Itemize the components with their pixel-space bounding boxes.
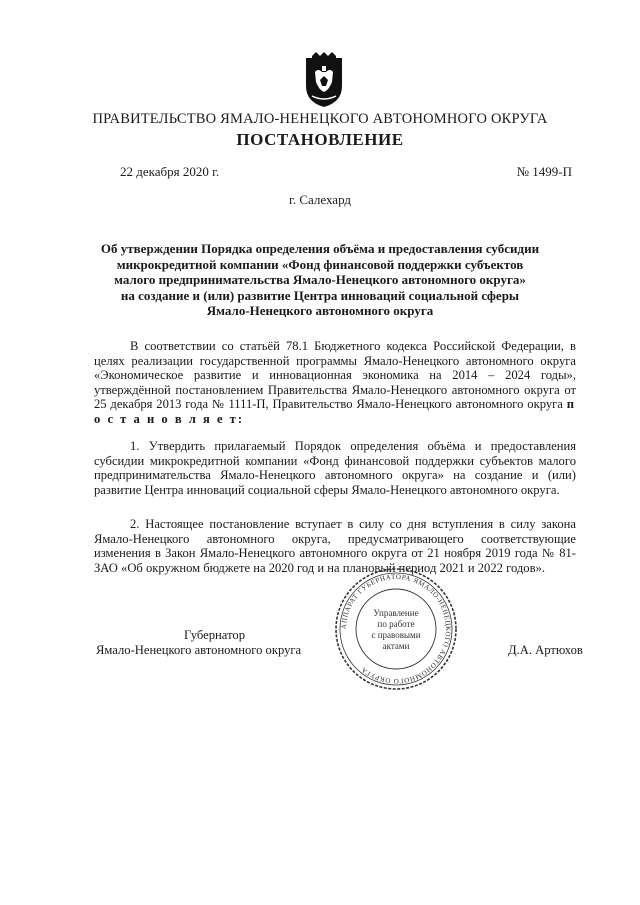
official-stamp [333, 566, 459, 692]
preamble-text: В соответствии со статьёй 78.1 Бюджетного кодекса Российской Федерации, в целях реализации государственной программы Ямало-Ненецкого автономного округа «Экономическое развитие и инновационная экономика на 2014 – 2024 годы», утверждённой постановлением Правительства Ямало-Ненецкого автономного округа от 25 декабря 2013 года № 1111-П, Правительство Ямало-Ненецкого автономного округа [94, 339, 576, 412]
stamp-center-line: по работе [377, 619, 415, 629]
signer-region: Ямало-Ненецкого автономного округа [96, 642, 302, 657]
document-type: ПОСТАНОВЛЕНИЕ [236, 130, 404, 149]
item-2-paragraph: 2. Настоящее постановление вступает в силу со дня вступления в силу закона Ямало-Ненецкого автономного округа, предусматривающего соответствующие изменения в Закон Ямало-Ненецкого автономного округа от 21 ноября 2019 года № 81-ЗАО «Об окружном бюджете на 2020 год и на плановый период 2021 и 2022 годов». [94, 517, 576, 575]
signer-name: Д.А. Артюхов [508, 643, 583, 657]
document-number: № 1499-П [516, 164, 572, 179]
stamp-center-line: Управление [373, 608, 419, 618]
title-line: малого предпринимательства Ямало-Ненецкого автономного округа» [114, 272, 526, 287]
stamp-center-line: актами [382, 641, 410, 651]
document-city: г. Салехард [288, 192, 352, 207]
resolves-word: п о с т а н о в л я е т: [94, 397, 577, 426]
title-line: Об утверждении Порядка определения объёма и предоставления субсидии [100, 241, 540, 256]
document-title [100, 241, 540, 319]
government-name: ПРАВИТЕЛЬСТВО ЯМАЛО-НЕНЕЦКОГО АВТОНОМНОГО ОКРУГА [92, 111, 548, 127]
document-date: 22 декабря 2020 г. [120, 164, 220, 179]
title-line: микрокредитной компании «Фонд финансовой поддержки субъектов [116, 256, 524, 272]
item-1-paragraph: 1. Утвердить прилагаемый Порядок определения объёма и предоставления субсидии микрокредитной компании «Фонд финансовой поддержки субъектов малого предпринимательства Ямало-Ненецкого автономного округа» на создание и (или) развитие Центра инноваций социальной сферы Ямало-Ненецкого автономного округа. [94, 439, 576, 497]
coat-of-arms-emblem [302, 52, 346, 108]
title-line: на создание и (или) развитие Центра инноваций социальной сферы [120, 287, 520, 303]
stamp-center-line: с правовыми [371, 630, 421, 640]
signer-position [96, 628, 356, 657]
signer-title: Губернатор [184, 628, 245, 642]
stamp-ring-text: АППАРАТ ГУБЕРНАТОРА ЯМАЛО-НЕНЕЦКОГО АВТОНОМНОГО ОКРУГА [339, 572, 453, 686]
preamble-paragraph [94, 339, 576, 427]
title-line: Ямало-Ненецкого автономного округа [206, 303, 434, 318]
